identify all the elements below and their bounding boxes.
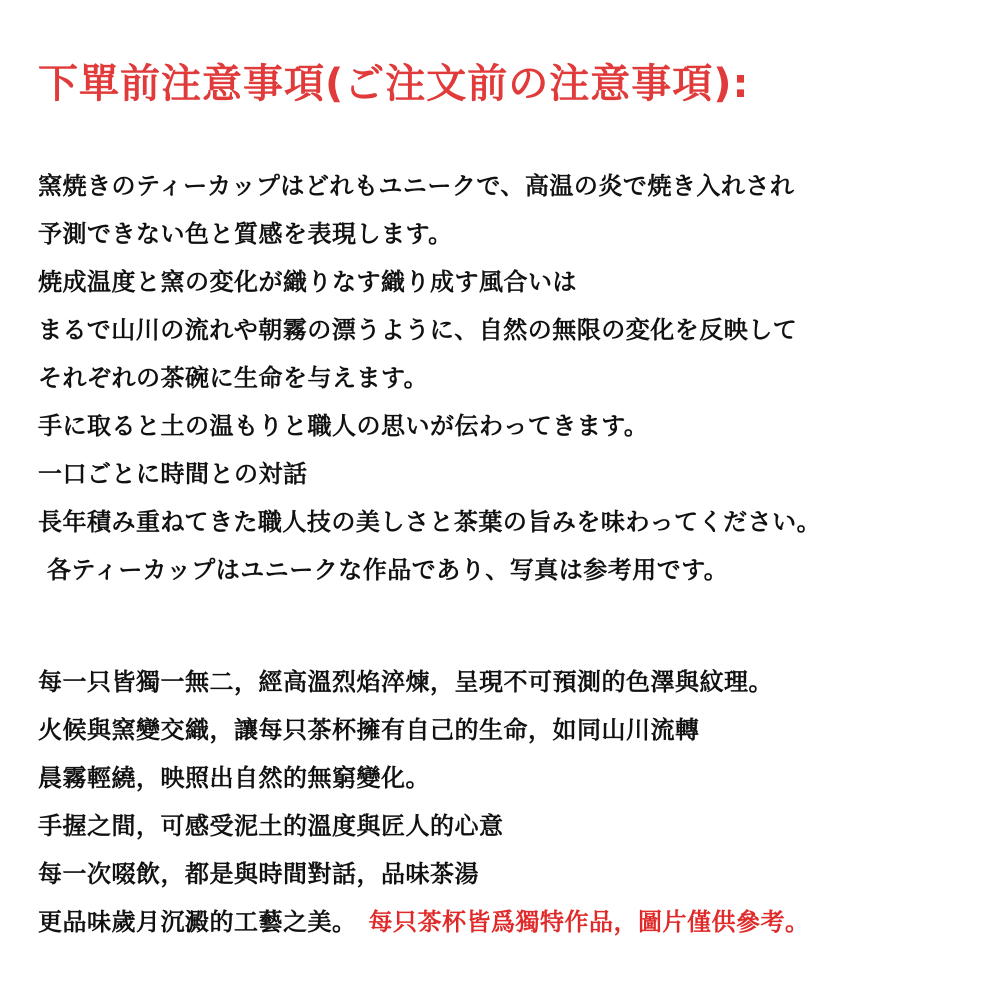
- chinese-line: 更品味歲月沉澱的工藝之美。: [38, 908, 357, 936]
- japanese-line: 窯焼きのティーカップはどれもユニークで、高温の炎で焼き入れされ: [38, 172, 795, 200]
- chinese-line-final: [38, 902, 810, 937]
- chinese-line: 手握之間，可感受泥土的溫度與匠人的心意: [38, 812, 504, 840]
- japanese-line: まるで山川の流れや朝霧の漂うように、自然の無限の変化を反映して: [38, 316, 798, 344]
- japanese-line: それぞれの茶碗に生命を与えます。: [38, 364, 429, 392]
- japanese-line: 焼成温度と窯の変化が織りなす織り成す風合いは: [38, 268, 577, 296]
- japanese-line: 各ティーカップはユニークな作品であり、写真は参考用です。: [38, 556, 729, 584]
- reference-disclaimer: 每只茶杯皆爲獨特作品，圖片僅供參考。: [368, 908, 810, 936]
- chinese-line: 火候與窯變交織，讓每只茶杯擁有自己的生命，如同山川流轉: [38, 716, 700, 744]
- page-title: 下單前注意事項(ご注文前の注意事項):: [38, 61, 750, 107]
- japanese-line: 手に取ると土の温もりと職人の思いが伝わってきます。: [38, 412, 649, 440]
- chinese-line: 每一次啜飲，都是與時間對話，品味茶湯: [38, 860, 479, 888]
- japanese-line: 一口ごとに時間との対話: [38, 460, 308, 488]
- japanese-line: 長年積み重ねてきた職人技の美しさと茶葉の旨みを味わってください。: [38, 508, 822, 536]
- chinese-line: 每一只皆獨一無二，經高溫烈焰淬煉，呈現不可預測的色澤與紋理。: [38, 668, 773, 696]
- japanese-line: 予測できない色と質感を表現します。: [38, 220, 453, 248]
- chinese-line: 晨霧輕繞，映照出自然的無窮變化。: [38, 764, 430, 792]
